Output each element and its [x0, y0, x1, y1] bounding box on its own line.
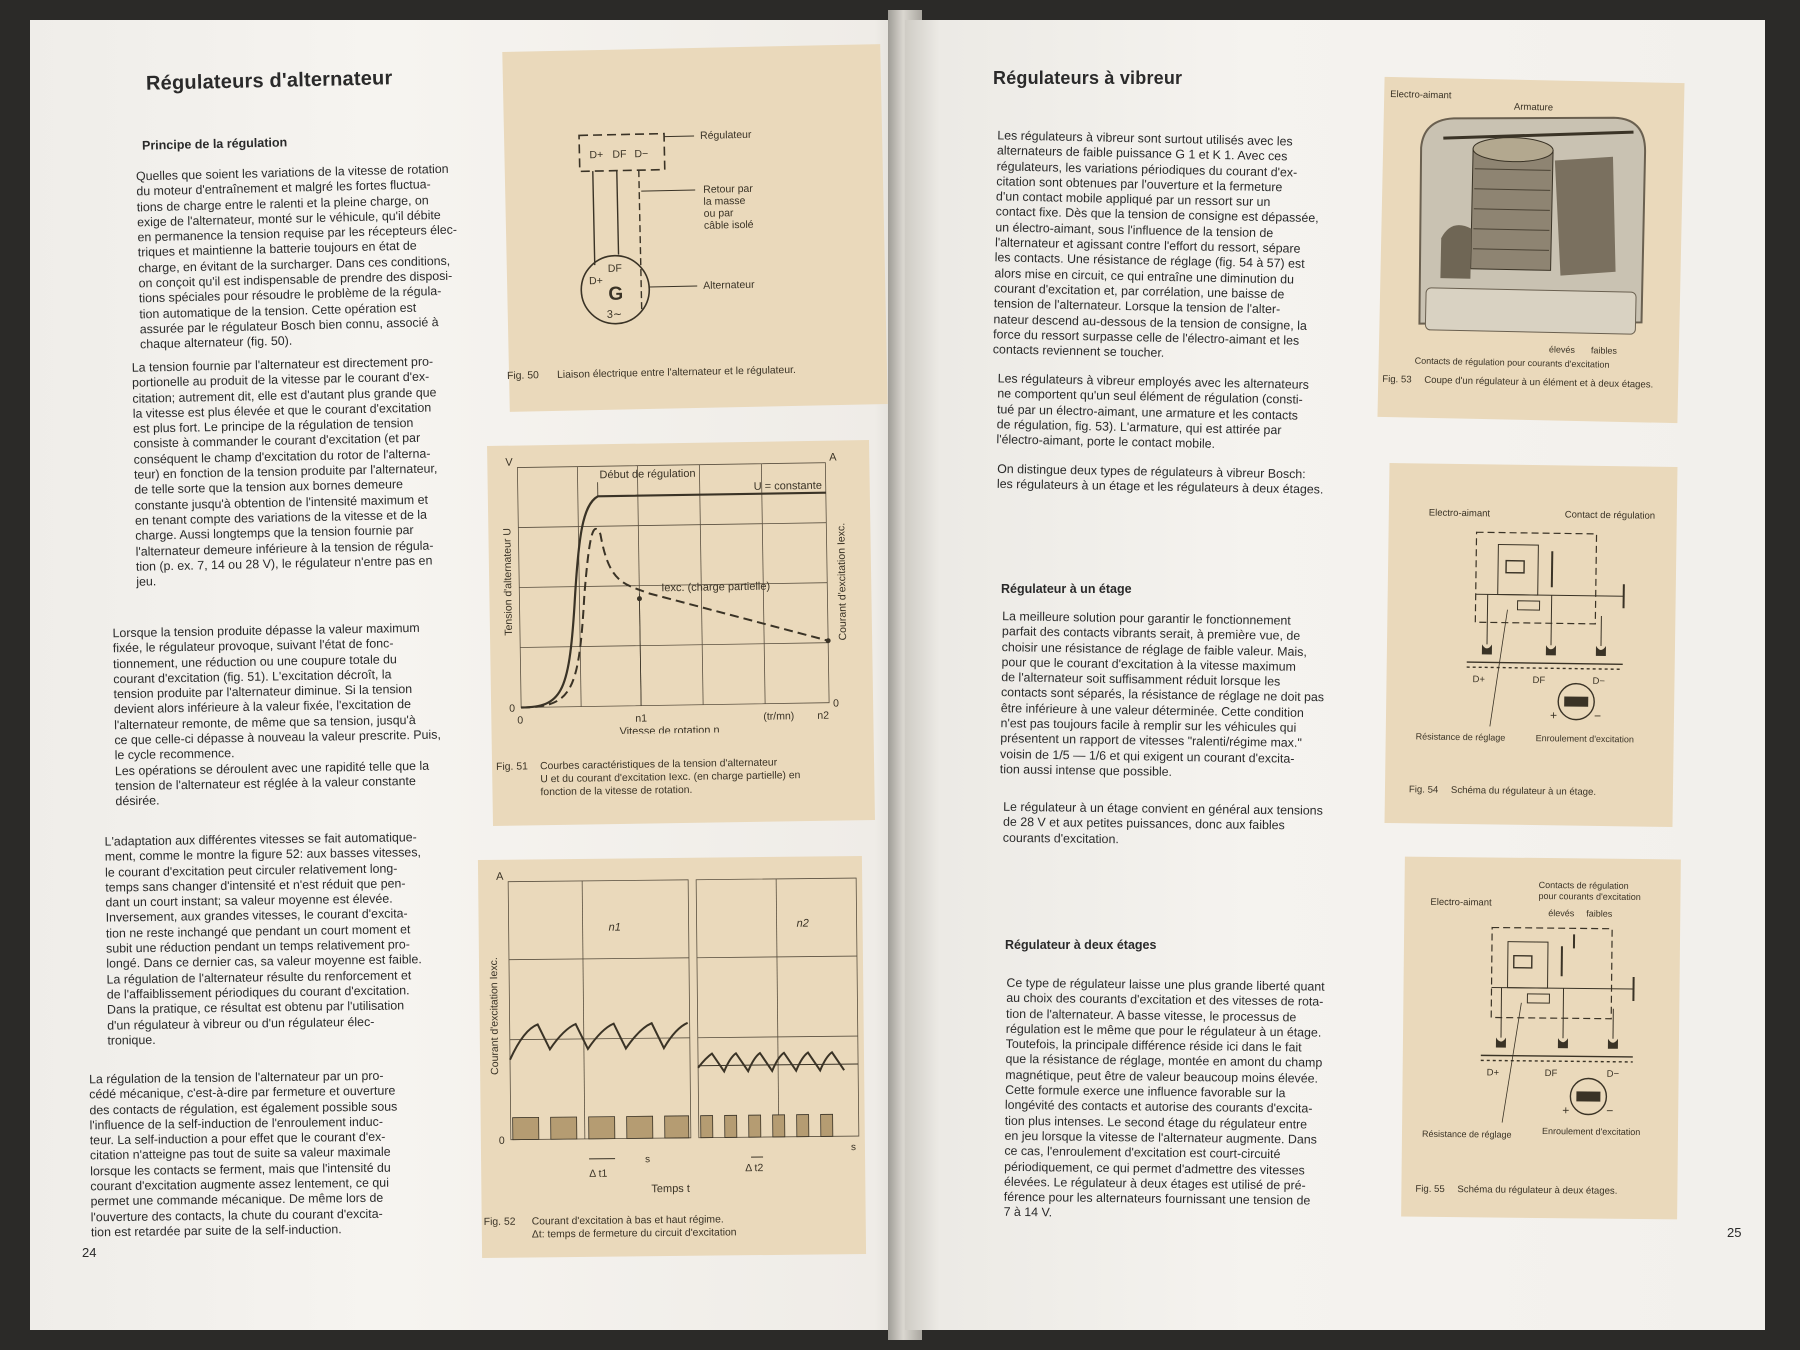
fig51-n1: n1 [635, 712, 648, 725]
fig53-label-contacts: Contacts de régulation pour courants d'excitation [1414, 355, 1610, 370]
figure-50 [502, 44, 887, 412]
figure-52 [478, 856, 866, 1258]
fig51-ylabel-left: Tension d'alternateur U [501, 527, 516, 636]
fig53-label-eleves: élevés [1548, 344, 1576, 355]
fig54-minus: − [1593, 708, 1602, 723]
heading-regulateur-deux-etages: Régulateur à deux étages [1005, 938, 1157, 952]
fig55-terminal-dplus: D+ [1486, 1067, 1500, 1079]
fig52-caption-number: Fig. 52 [483, 1216, 516, 1228]
fig52-dt1: Δ t1 [589, 1167, 608, 1180]
fig53-caption: Coupe d'un régulateur à un élément et à deux étages. [1424, 374, 1654, 391]
fig50-gen-letter: G [608, 283, 624, 305]
left-paragraph-1: Quelles que soient les variations de la vitesse de rotation du moteur d'entraînement et malgré les fortes fluctua- tions de charge entre le ralenti et la pleine charge, on exige de l'alternateur, monté sur le véhicule, qu'il débite en permanence la tension requise par les récepteurs élec- triques et maintienne la batterie toujours en état de charge, en évitant de la surcharger. Dans ces conditions, on conçoit qu'il est indispensable de prendre des disposi- tions spéciales pour résoudre le problème de la régula- tion automatique de la tension. Cette opération est assurée par le régulateur Bosch bien connu, associé à chaque alternateur (fig. 50). [135, 161, 458, 352]
fig55-plus: + [1562, 1103, 1570, 1118]
heading-regulateur-un-etage: Régulateur à un étage [1001, 582, 1132, 596]
fig55-label-contacts: Contacts de régulationpour courants d'excitation [1538, 879, 1641, 903]
left-paragraph-2: La tension fournie par l'alternateur est directement pro- portionelle au produit de la vitesse par le courant d'ex- citation; autrement dit, elle est d'autant plus grande que la vitesse est plus élevée et que le courant d'excitation est plus fort. Le principe de la régulation de tension consiste à commander le courant d'excitation (et par conséquent le champ d'excitation du rotor de l'alterna- teur) en fonction de la tension produite par l'alternateur, de telle sorte que la tension aux bornes demeure constante jusqu'à obtention de l'intensité maximum et en tenant compte des variations de la vitesse et de la charge. Aussi longtemps que la tension fournie par l'alternateur demeure inférieure à la tension de régula- tion (p. ex. 7, 14 ou 28 V), le régulateur n'entre pas en jeu. [131, 354, 438, 589]
section-heading-principe: Principe de la régulation [141, 135, 288, 153]
right-paragraph-5: Le régulateur à un étage convient en général aux tensions de 28 V et aux petites puissances, donc aux faibles courants d'excitation. [1002, 799, 1323, 846]
fig55-minus: − [1606, 1103, 1614, 1118]
fig50-terminal-dplus: D+ [589, 148, 604, 162]
right-paragraph-1: Les régulateurs à vibreur sont surtout utilisés avec les alternateurs de faible puissance G 1 et K 1. Avec ces régulateurs, les variations périodiques du courant d'ex- citation sont obtenues par l'ouverture et la fermeture d'un contact mobile appliqué par un ressort sur un contact fixe. Dès que la tension de consigne est dépassée, un électro-aimant, sous l'influence de la tension de l'alternateur et agissant contre l'effort du ressort, sépare les contacts. Une résistance de réglage (fig. 54 à 57) est alors mise en circuit, ce qui entraîne une diminution du courant d'excitation et, par corrélation, une baisse de tension de l'alternateur. Lorsque la tension de l'alter- nateur descend au-dessous de la tension de consigne, la force du ressort surpasse celle de l'électro-aimant et les contacts reviennent se toucher. [992, 128, 1319, 361]
right-page-number: 25 [1727, 1225, 1742, 1240]
fig52-n1: n1 [608, 921, 621, 934]
right-paragraph-6: Ce type de régulateur laisse une plus grande liberté quant au choix des courants d'excitation et des vitesses de rota- tion de l'alternateur. A basse vitesse, le processus de régulation est le même que pour le régulateur à un étage. Toutefois, la principale différence réside ici dans le fait que la résistance de réglage, montée en amont du champ magnétique, peut être de valeur beaucoup moins élevée. Cette formule exerce une influence favorable sur la longévité des contacts et autorise des courants d'excita- tion plus intenses. Le second étage du régulateur entre en jeu lorsque la vitesse de l'alternateur augmente. Dans ce cas, l'enroulement d'excitation est court-circuité périodiquement, ce qui permet d'admettre des vitesses élevées. Le régulateur à deux étages est utilisé de pré- férence pour les alternateurs fournissant une tension de 7 à 14 V. [1003, 975, 1325, 1220]
right-page-title: Régulateurs à vibreur [993, 68, 1183, 88]
fig52-unit: A [496, 870, 504, 883]
fig54-terminal-dplus: D+ [1472, 674, 1486, 686]
fig54-label-electro: Electro-aimant [1428, 507, 1491, 520]
fig54-label-resistance: Résistance de réglage [1415, 731, 1506, 743]
right-paragraph-3: On distingue deux types de régulateurs à vibreur Bosch: les régulateurs à un étage et les régulateurs à deux étages. [996, 461, 1324, 497]
fig55-label-electro: Electro-aimant [1430, 896, 1492, 909]
fig55-terminal-dminus: D− [1606, 1068, 1620, 1080]
fig51-right-unit: A [829, 451, 837, 464]
fig53-label-electro: Electro-aimant [1390, 89, 1452, 102]
fig50-caption: Liaison électrique entre l'alternateur et le régulateur. [556, 364, 796, 381]
figure-53 [1377, 77, 1684, 423]
left-paragraph-4: L'adaptation aux différentes vitesses se fait automatique- ment, comme le montre la figure 52: aux basses vitesses, le courant d'excitation peut circuler relativement long- temps sans changer d'intensité et n'est réduit que pen- dant un court instant; sa valeur moyenne est élevée. Inversement, aux grandes vitesses, le courant d'excita- tion ne reste inchangé que pendant un court moment et subit une réduction pendant un temps relativement pro- longé. Dans ce dernier cas, sa valeur moyenne est faible. La régulation de l'alternateur résulte du renforcement et de l'affaiblissement périodiques du courant d'excitation. Dans la pratique, ce résultat est obtenu par l'utilisation d'un régulateur à vibreur ou d'un régulateur élec- tronique. [104, 830, 422, 1048]
fig55-caption: Schéma du régulateur à deux étages. [1457, 1184, 1618, 1197]
fig50-gen-df: DF [607, 262, 622, 275]
fig52-ylabel: Courant d'excitation Iexc. [487, 957, 502, 1075]
fig53-label-armature: Armature [1513, 101, 1554, 114]
fig51-caption: Courbes caractéristiques de la tension d'alternateur U et du courant d'excitation Iexc. (en charge partielle) en fonction de la vitesse de rotation. [539, 757, 801, 799]
fig52-xlabel: Temps t [651, 1182, 690, 1196]
fig50-caption-number: Fig. 50 [506, 370, 539, 382]
fig54-caption-number: Fig. 54 [1408, 784, 1439, 796]
fig50-wiring-diagram [502, 44, 886, 352]
fig50-terminal-df: DF [612, 148, 627, 161]
fig51-left-unit: V [505, 456, 513, 469]
right-paragraph-4: La meilleure solution pour garantir le fonctionnement parfait des contacts vibrants serait, à première vue, de choisir une résistance de réglage de faible valeur. Mais, pour que le courant d'excitation à la vitesse maximum de l'alternateur soit suffisamment réduit lorsque les contacts sont séparés, la résistance de réglage ne doit pas être inférieure à une valeur déterminée. Cette condition n'est pas toujours facile à remplir sur les véhicules qui présentent un rapport de vitesses "ralenti/régime max." voisin de 1/5 — 1/6 et qui exigent un courant d'excita- tion aussi intense que possible. [999, 609, 1325, 779]
fig51-x0: 0 [517, 714, 524, 727]
left-paragraph-3: Lorsque la tension produite dépasse la valeur maximum fixée, le régulateur provoque, suivant l'état de fonc- tionnement, une réduction ou une coupure totale du courant d'excitation (fig. 51). L'excitation décroît, la tension produite par l'alternateur diminue. Si la tension devient alors inférieure à la valeur fixée, l'excitation de l'alternateur remonte, de même que sa tension, jusqu'à ce que celle-ci dépasse à nouveau la valeur prescrite. Puis, le cycle recommence. Les opérations se déroulent avec une rapidité telle que la tension de l'alternateur est réglée à la valeur constante désirée. [112, 620, 441, 809]
fig52-current-chart [478, 856, 866, 1200]
figure-54 [1385, 463, 1678, 827]
fig51-ylabel-right: Courant d'excitation Iexc. [835, 522, 850, 641]
fig54-terminal-df: DF [1532, 675, 1546, 687]
fig55-label-faibles: faibles [1586, 908, 1613, 919]
fig51-characteristic-chart [487, 440, 874, 736]
right-page [905, 20, 1765, 1330]
fig50-terminal-dminus: D− [634, 147, 649, 161]
fig51-origin-right: 0 [833, 697, 840, 710]
left-paragraph-5: La régulation de la tension de l'alternateur par un pro- cédé mécanique, c'est-à-dire par fermeture et ouverture des contacts de régulation, est également possible sous l'influence de la self-induction de l'enroulement induc- teur. La self-induction a pour effet que le courant d'ex- citation n'atteigne pas tout de suite sa valeur maximale lorsque les contacts se ferment, mais que l'intensité du courant d'excitation augmente assez lentement, ce qui permet une commande mécanique. De même lors de l'ouverture des contacts, la chute du courant d'excita- tion est retardée par suite de la self-induction. [88, 1068, 398, 1240]
fig54-schematic [1385, 463, 1677, 767]
fig54-terminal-dminus: D− [1592, 675, 1605, 688]
fig52-n2: n2 [796, 917, 809, 930]
right-paragraph-2: Les régulateurs à vibreur employés avec les alternateurs ne comportent qu'un seul élément de régulation (consti- tué par un électro-aimant, une armature et les contacts de régulation, fig. 53). L'armature, qui est attirée par l'électro-aimant, porte le contact mobile. [996, 371, 1310, 452]
fig55-caption-number: Fig. 55 [1415, 1183, 1445, 1196]
fig55-label-enroulement: Enroulement d'excitation [1541, 1126, 1641, 1138]
fig51-label-iexc: Iexc. (charge partielle) [661, 580, 771, 595]
fig52-caption: Courant d'excitation à bas et haut régime. Δt: temps de fermeture du circuit d'excitation [531, 1214, 737, 1241]
fig51-label-debut: Début de régulation [599, 467, 696, 482]
fig51-n2: n2 [817, 709, 830, 722]
fig54-plus: + [1549, 708, 1558, 723]
left-page-number: 24 [82, 1245, 97, 1260]
fig53-caption-number: Fig. 53 [1382, 373, 1412, 386]
fig55-schematic [1402, 857, 1681, 1160]
fig54-label-enroulement: Enroulement d'excitation [1535, 733, 1635, 745]
figure-55 [1401, 857, 1681, 1220]
fig50-label-retour: Retour parla masseou parcâble isolé [703, 182, 754, 232]
fig51-rpm: (tr/mn) [763, 710, 795, 723]
fig50-label-alternateur: Alternateur [703, 278, 755, 292]
fig52-origin: 0 [498, 1134, 505, 1147]
fig50-label-regulateur: Régulateur [699, 128, 752, 142]
fig55-label-resistance: Résistance de réglage [1421, 1128, 1512, 1140]
fig52-s1: s [645, 1154, 651, 1166]
fig53-label-faibles: faibles [1590, 345, 1618, 356]
figure-51 [487, 440, 875, 826]
fig50-gen-phase: 3∼ [606, 308, 623, 321]
fig52-s2: s [850, 1142, 857, 1154]
fig54-caption: Schéma du régulateur à un étage. [1450, 784, 1597, 798]
fig54-label-contact: Contact de régulation [1564, 509, 1656, 522]
left-page-title: Régulateurs d'alternateur [145, 67, 393, 95]
fig51-xlabel: Vitesse de rotation n [619, 724, 720, 736]
fig50-gen-dplus: D+ [588, 274, 603, 288]
fig51-origin-left: 0 [509, 702, 516, 715]
fig55-terminal-df: DF [1544, 1068, 1558, 1080]
fig51-label-constante: U = constante [753, 479, 822, 493]
fig51-caption-number: Fig. 51 [496, 761, 528, 773]
fig53-regulator-cutaway [1379, 77, 1685, 373]
fig52-dt2: Δ t2 [745, 1162, 764, 1175]
left-page [30, 20, 910, 1330]
fig55-label-eleves: élevés [1548, 908, 1575, 919]
